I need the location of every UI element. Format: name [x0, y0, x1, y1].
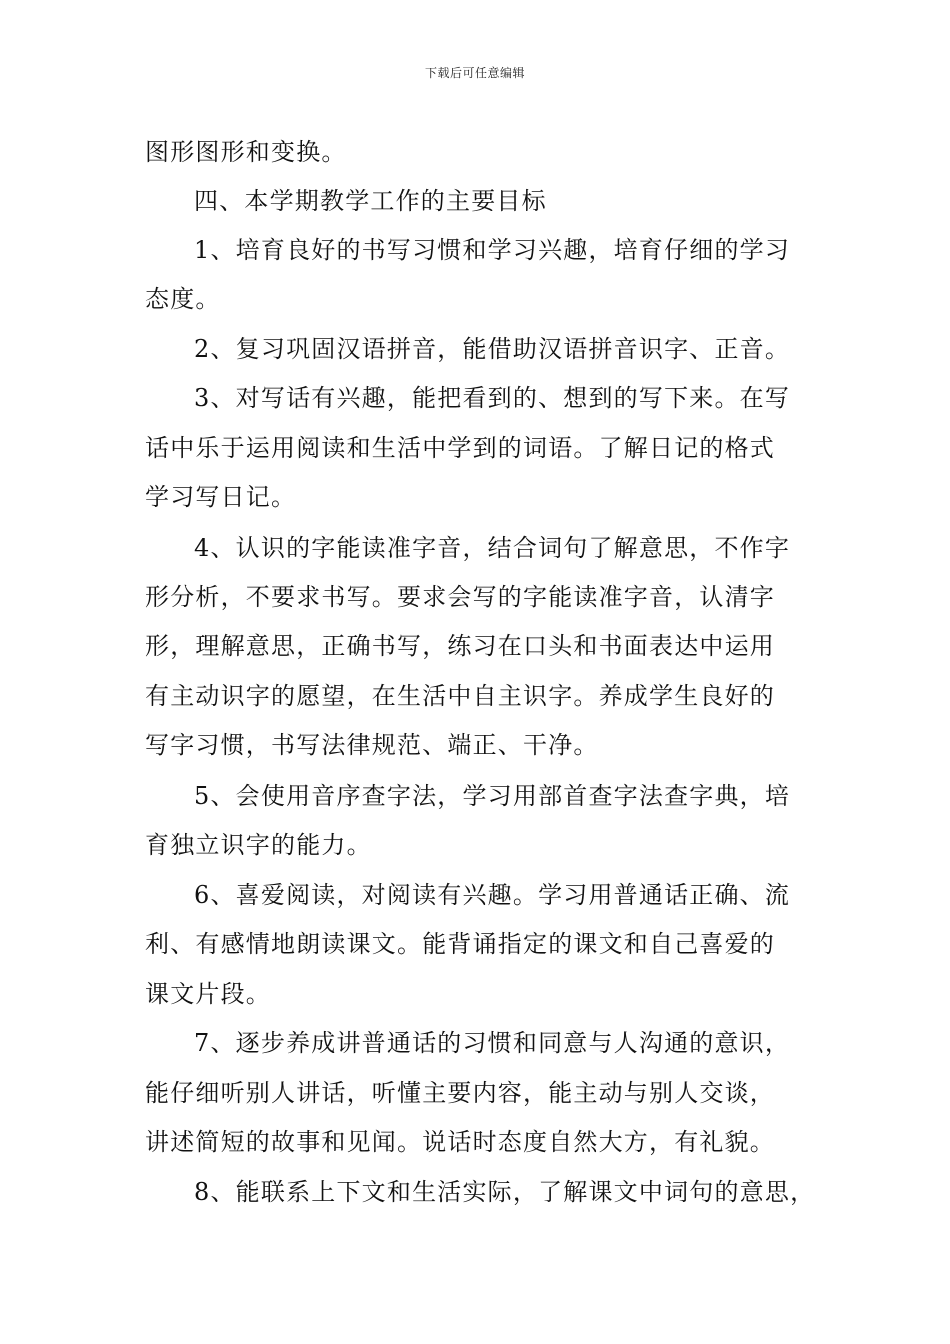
- text-line: 1、培育良好的书写习惯和学习兴趣，培育仔细的学习: [194, 236, 791, 264]
- text-line: 4、认识的字能读准字音，结合词句了解意思，不作字: [194, 534, 791, 562]
- text-line: 3、对写话有兴趣，能把看到的、想到的写下来。在写: [194, 384, 791, 412]
- section-heading: 四、本学期教学工作的主要目标: [194, 187, 547, 215]
- text-line: 形分析，不要求书写。要求会写的字能读准字音，认清字: [145, 583, 775, 611]
- text-line: 6、喜爱阅读，对阅读有兴趣。学习用普通话正确、流: [194, 881, 791, 909]
- text-line: 讲述简短的故事和见闻。说话时态度自然大方，有礼貌。: [145, 1128, 775, 1156]
- text-line: 图形图形和变换。: [145, 138, 347, 166]
- text-line: 写字习惯，书写法律规范、端正、干净。: [145, 731, 599, 759]
- text-line: 8、能联系上下文和生活实际，了解课文中词句的意思，: [194, 1178, 816, 1206]
- text-line: 育独立识字的能力。: [145, 831, 372, 859]
- text-line: 课文片段。: [145, 980, 271, 1008]
- text-line: 5、会使用音序查字法，学习用部首查字法查字典，培: [194, 782, 791, 810]
- text-line: 话中乐于运用阅读和生活中学到的词语。了解日记的格式: [145, 434, 775, 462]
- text-line: 利、有感情地朗读课文。能背诵指定的课文和自己喜爱的: [145, 930, 775, 958]
- text-line: 2、复习巩固汉语拼音，能借助汉语拼音识字、正音。: [194, 335, 791, 363]
- text-line: 有主动识字的愿望，在生活中自主识字。养成学生良好的: [145, 682, 775, 710]
- text-line: 形，理解意思，正确书写，练习在口头和书面表达中运用: [145, 632, 775, 660]
- page-header: 下载后可任意编辑: [424, 66, 525, 80]
- text-line: 能仔细听别人讲话，听懂主要内容，能主动与别人交谈，: [145, 1079, 775, 1107]
- text-line: 7、逐步养成讲普通话的习惯和同意与人沟通的意识，: [194, 1029, 791, 1057]
- text-line: 态度。: [145, 285, 221, 313]
- text-line: 学习写日记。: [145, 483, 297, 511]
